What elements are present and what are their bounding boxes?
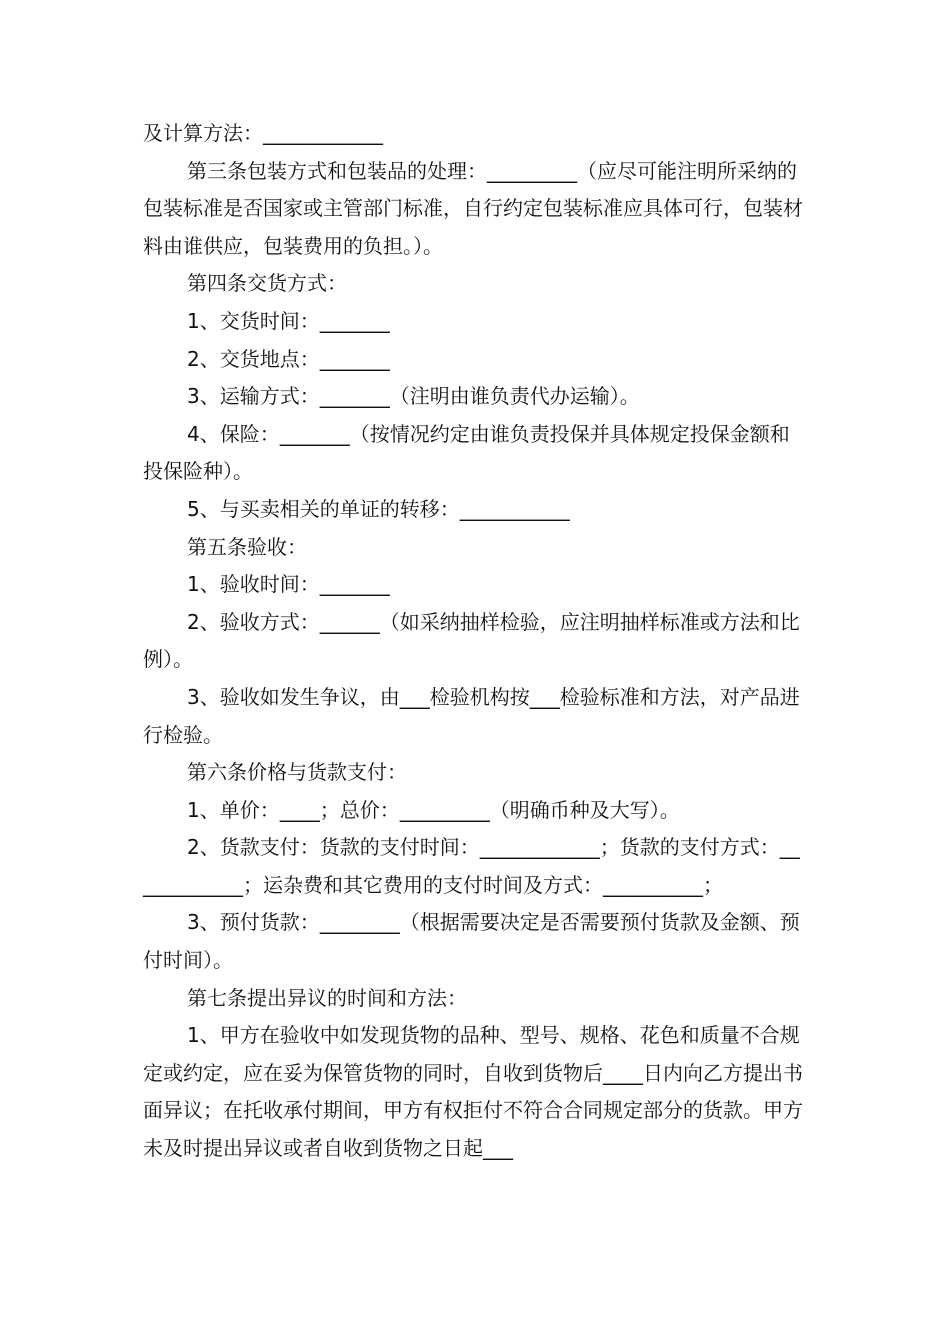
paragraph-delivery-place: 2、交货地点：_______ <box>187 346 390 371</box>
paragraph-acceptance-method: 2、验收方式：______（如采纳抽样检验，应注明抽样标准或方法和比例）。 <box>143 609 800 672</box>
paragraph-insurance: 4、保险：_______（按情况约定由谁负责投保并具体规定投保金额和投保险种）。 <box>143 421 790 484</box>
document-body <box>143 115 807 1168</box>
paragraph-calc-method: 及计算方法：____________ <box>143 121 383 145</box>
paragraph-acceptance-dispute: 3、验收如发生争议，由___检验机构按___检验标准和方法，对产品进行检验。 <box>143 684 800 747</box>
paragraph-document-transfer: 5、与买卖相关的单证的转移：___________ <box>187 496 570 521</box>
paragraph-article-3-packaging: 第三条包装方式和包装品的处理：_________（应尽可能注明所采纳的包装标准是否国家或主管部门标准，自行约定包装标准应具体可行，包装材料由谁供应，包装费用的负担。）。 <box>143 158 803 258</box>
heading-article-5-acceptance: 第五条验收： <box>187 534 307 559</box>
heading-article-4-delivery: 第四条交货方式： <box>187 271 347 296</box>
paragraph-objection-procedure: 1、甲方在验收中如发现货物的品种、型号、规格、花色和质量不合规定或约定，应在妥为保管货物的同时，自收到货物后____日内向乙方提出书面异议；在托收承付期间，甲方有权拒付不符合合同规定部分的货款。甲方未及时提出异议或者自收到货物之日起___ <box>143 1023 803 1161</box>
heading-article-7-objections: 第七条提出异议的时间和方法： <box>187 985 467 1010</box>
heading-article-6-price-payment: 第六条价格与货款支付： <box>187 760 407 785</box>
paragraph-delivery-time: 1、交货时间：_______ <box>187 308 390 333</box>
paragraph-transport-method: 3、运输方式：_______（注明由谁负责代办运输）。 <box>187 384 640 409</box>
paragraph-advance-payment: 3、预付货款：________（根据需要决定是否需要预付货款及金额、预付时间）。 <box>143 910 800 973</box>
paragraph-unit-total-price: 1、单价：____；总价：_________（明确币种及大写）。 <box>187 797 680 822</box>
paragraph-acceptance-time: 1、验收时间：_______ <box>187 572 390 597</box>
paragraph-payment-terms: 2、货款支付：货款的支付时间：____________；货款的支付方式：____________；运杂费和其它费用的支付时间及方式：__________； <box>143 835 800 897</box>
